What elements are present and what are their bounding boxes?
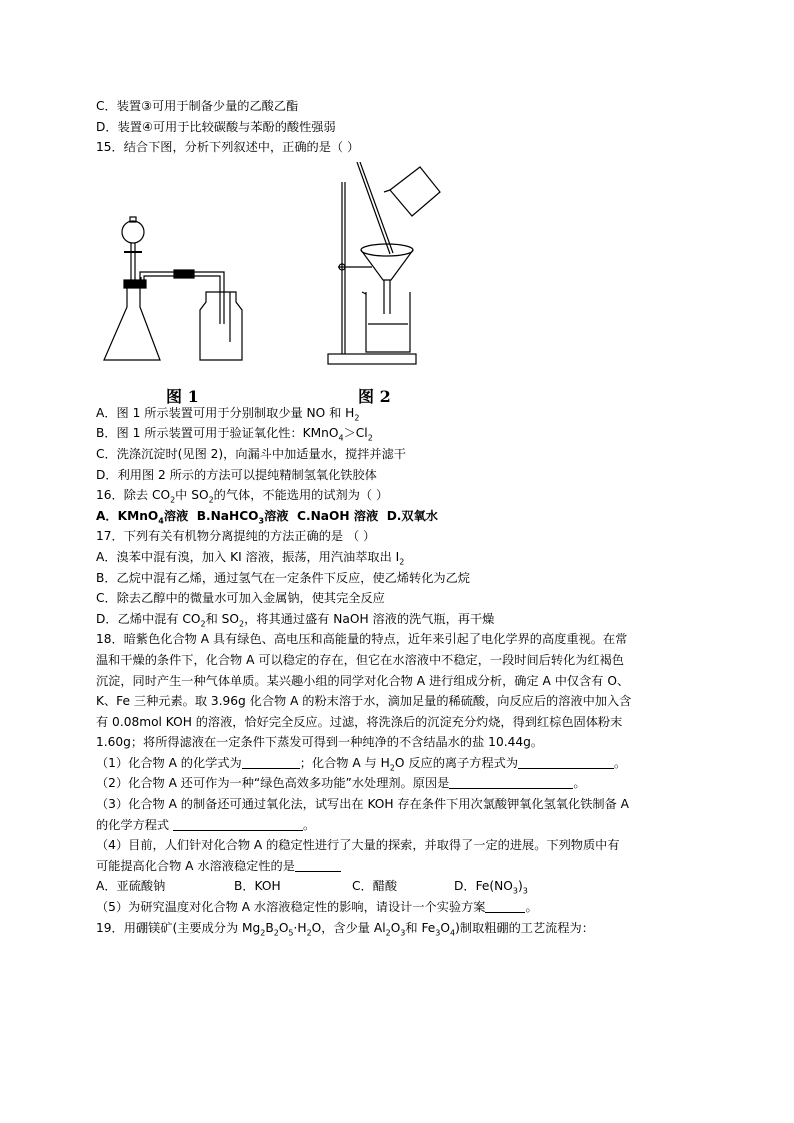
q18-sub-4-line-1: （4）目前，人们针对化合物 A 的稳定性进行了大量的探索，并取得了一定的进展。下列物质中有 [96,838,620,853]
q14-option-c: C．装置③可用于制备少量的乙酸乙酯 [96,99,299,113]
q18-sub-4-line-2: 可能提高化合物 A 水溶液稳定性的是 [96,856,696,877]
q15-figures [96,158,696,406]
exam-page [96,96,696,938]
q14-option-d: D．装置④可用于比较碳酸与苯酚的酸性强弱 [96,119,336,134]
q18-stem-line-3: 沉淀，同时产生一种气体单质。某兴趣小组的同学对化合物 A 进行组成分析，确定 A 中仅含有 O、 [96,673,630,688]
q17-option-c: C．除去乙醇中的微量水可加入金属钠，使其完全反应 [96,591,385,606]
q18-stem-line-4: K、Fe 三种元素。取 3.96g 化合物 A 的粉末溶于水，滴加足量的稀硫酸，向反应后的溶液中加入含 [96,694,632,709]
answer-blank[interactable] [295,857,341,872]
q18-sub-4-options: A．亚硫酸钠 B．KOH C．醋酸 D．$Fe(NO_3)_3$ [96,879,528,896]
q15-option-c: C．洗涤沉淀时(见图 2)，向漏斗中加适量水，搅拌并滤干 [96,446,406,461]
q15-option-b: B．图 1 所示装置可用于验证氧化性：$KMnO_4>Cl_2$ [96,426,373,443]
q16-options: A．KMnO$_4$溶液 B.NaHCO$_3$溶液 C.NaOH 溶液 D.双氧水 [96,508,438,526]
q17-option-a: A．溴苯中混有溴，加入 KI 溶液，振荡，用汽油萃取出 $I_2$ [96,549,405,567]
q16-stem: 16．除去 $CO_2$中 $SO_2$的气体，不能选用的试剂为（ ） [96,488,389,505]
figure-1-apparatus [102,212,262,372]
q18-stem-line-6: 1.60g；将所得滤液在一定条件下蒸发可得到一种纯净的不含结晶水的盐 10.44g。 [96,735,543,750]
q15-option-d: D．利用图 2 所示的方法可以提纯精制氢氧化铁胶体 [96,467,377,482]
answer-blank[interactable] [173,816,303,831]
q18-stem-line-1: 18．暗紫色化合物 A 具有绿色、高电压和高能量的特点，近年来引起了电化学界的高度重视。在常 [96,632,628,647]
answer-blank[interactable] [242,754,300,769]
q18-sub-2: （2）化合物 A 还可作为一种“绿色高效多功能”水处理剂。原因是 。 [96,776,586,791]
figure-2-caption: 图 2 [358,386,391,406]
q17-stem: 17．下列有关有机物分离提纯的方法正确的是 （ ） [96,529,376,544]
q18-sub-1: （1）化合物 A 的化学式为 ；化合物 A 与 $H_2O$ 反应的离子方程式为 。 [96,755,627,773]
q18-sub-3-line-1: （3）化合物 A 的制备还可通过氧化法，试写出在 KOH 存在条件下用次氯酸钾氧化氢氧化铁制备 A [96,797,630,812]
q17-option-b: B．乙烷中混有乙烯，通过氢气在一定条件下反应，使乙烯转化为乙烷 [96,570,470,585]
q18-sub-5: （5）为研究温度对化合物 A 水溶液稳定性的影响，请设计一个实验方案 。 [96,900,538,915]
q15-option-a: A．图 1 所示装置可用于分别制取少量 NO 和 $H_2$ [96,405,360,423]
q17-option-d: D．乙烯中混有 $CO_2$和 $SO_2$，将其通过盛有 NaOH 溶液的洗气瓶，再干燥 [96,611,495,629]
q18-sub-3-line-2: 的化学方程式 。 [96,817,316,832]
q19-stem: 19．用硼镁矿(主要成分为 $Mg_2B_2O_5\cdot H_2O$，含少量 $Al_2O_3$和 $Fe_3O_4$)制取粗硼的工艺流程为： [96,920,594,938]
answer-blank[interactable] [485,898,525,913]
answer-blank[interactable] [449,774,573,789]
q18-stem-line-5: 有 0.08mol KOH 的溶液，恰好完全反应。过滤，将洗涤后的沉淀充分灼烧，得到红棕色固体粉末 [96,714,623,729]
figure-1-caption: 图 1 [166,386,199,406]
answer-blank[interactable] [518,754,614,769]
q18-stem-line-2: 温和干燥的条件下，化合物 A 可以稳定的存在，但它在水溶液中不稳定，一段时间后转化为红褐色 [96,652,624,667]
figure-2-filtration [322,162,452,372]
q15-stem: 15．结合下图，分析下列叙述中，正确的是（ ） [96,140,360,155]
